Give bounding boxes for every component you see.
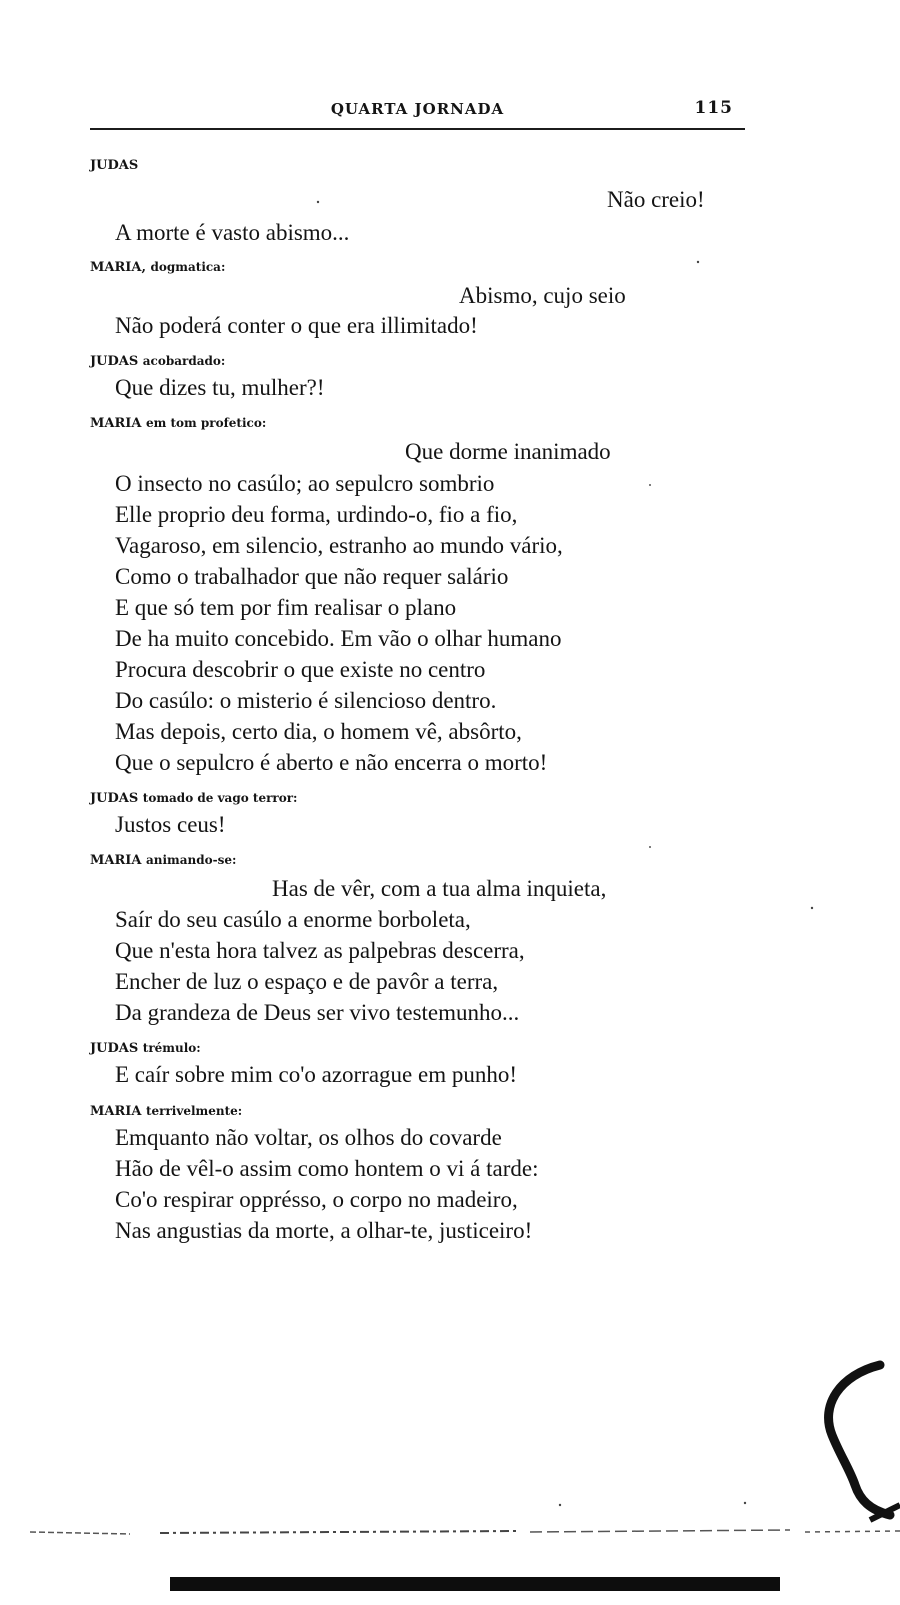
verse-line: Que n'esta hora talvez as palpebras descerra, xyxy=(115,938,525,963)
stage-direction: terrivelmente: xyxy=(145,1104,243,1118)
verse-line: Que dizes tu, mulher?! xyxy=(115,375,325,400)
verse-line: Não creio! xyxy=(607,187,705,212)
verse-line: O insecto no casúlo; ao sepulcro sombrio xyxy=(115,471,495,496)
scan-bottom-bar xyxy=(170,1577,780,1591)
verse-line: Saír do seu casúlo a enorme borboleta, xyxy=(115,907,471,932)
page-number: 115 xyxy=(694,98,733,118)
speaker-name: JUDAS xyxy=(90,1041,139,1056)
verse-line: Do casúlo: o misterio é silencioso dentro. xyxy=(115,688,497,713)
verse-line: Não poderá conter o que era illimitado! xyxy=(115,313,478,338)
speaker-name: MARIA xyxy=(90,416,142,431)
verse-line: Que dorme inanimado xyxy=(405,439,611,464)
verse-line: Procura descobrir o que existe no centro xyxy=(115,657,486,682)
speaker-name: MARIA, xyxy=(90,260,146,275)
speaker-name: JUDAS xyxy=(90,791,139,806)
stage-direction: tomado de vago terror: xyxy=(142,791,298,805)
verse-line: Emquanto não voltar, os olhos do covarde xyxy=(115,1125,502,1150)
verse-line: E que só tem por fim realisar o plano xyxy=(115,595,457,620)
speaker-name: MARIA xyxy=(90,853,142,868)
speaker-name: JUDAS xyxy=(90,158,139,173)
verse-line: Encher de luz o espaço e de pavôr a terra, xyxy=(115,969,499,994)
verse-line: E caír sobre mim co'o azorrague em punho! xyxy=(115,1062,518,1087)
verse-line: Hão de vêl-o assim como hontem o vi á tarde: xyxy=(115,1156,539,1181)
running-title: QUARTA JORNADA xyxy=(330,100,505,118)
verse-line: Como o trabalhador que não requer salário xyxy=(115,564,509,589)
verse-line: Justos ceus! xyxy=(115,812,226,837)
verse-line: Co'o respirar opprésso, o corpo no madeiro, xyxy=(115,1187,518,1212)
stage-direction: acobardado: xyxy=(142,354,226,368)
stage-direction: animando-se: xyxy=(145,853,237,867)
stage-direction: em tom profetico: xyxy=(145,416,267,430)
verse-line: Vagaroso, em silencio, estranho ao mundo vário, xyxy=(115,533,563,558)
speaker-name: JUDAS xyxy=(90,354,139,369)
verse-line: Has de vêr, com a tua alma inquieta, xyxy=(272,876,607,901)
verse-line: Da grandeza de Deus ser vivo testemunho... xyxy=(115,1000,520,1025)
verse-line: A morte é vasto abismo... xyxy=(115,220,350,245)
verse-line: Mas depois, certo dia, o homem vê, absôrto, xyxy=(115,719,522,744)
verse-line: Nas angustias da morte, a olhar-te, justiceiro! xyxy=(115,1218,533,1243)
verse-line: Elle proprio deu forma, urdindo-o, fio a fio, xyxy=(115,502,518,527)
stage-direction: dogmatica: xyxy=(150,260,226,274)
verse-line: Que o sepulcro é aberto e não encerra o morto! xyxy=(115,750,548,775)
verse-line: Abismo, cujo seio xyxy=(459,283,626,308)
speaker-name: MARIA xyxy=(90,1104,142,1119)
verse-line: De ha muito concebido. Em vão o olhar humano xyxy=(115,626,562,651)
stage-direction: trémulo: xyxy=(142,1041,201,1055)
